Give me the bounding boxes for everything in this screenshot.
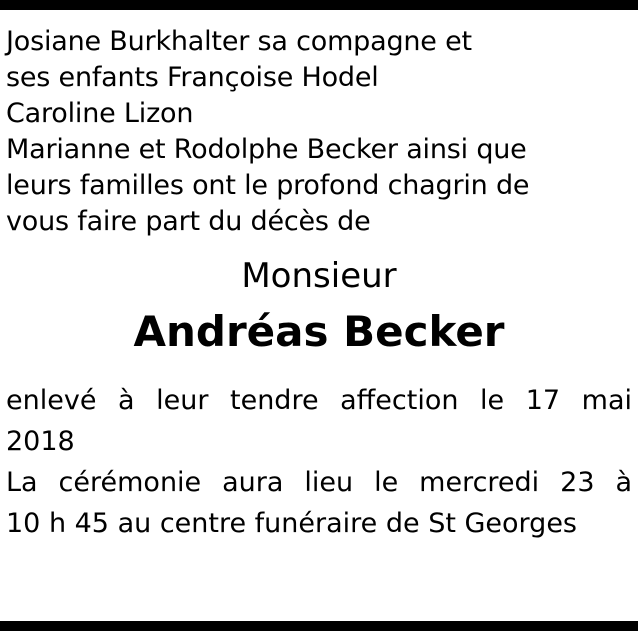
body-line-justified	[6, 380, 632, 421]
body-word: le	[480, 385, 505, 416]
deceased-name: Andréas Becker	[133, 307, 505, 356]
body-word: leur	[156, 385, 209, 416]
ceremony-details	[6, 380, 632, 544]
body-line: 10 h 45 au centre funéraire de St Georges	[6, 508, 577, 539]
body-word: lieu	[304, 467, 354, 498]
body-word: La	[6, 467, 38, 498]
body-word: mercredi	[419, 467, 540, 498]
body-word: mai	[581, 385, 632, 416]
intro-line: Caroline Lizon	[6, 98, 194, 129]
body-line: 2018	[6, 426, 75, 457]
intro-line: leurs familles ont le profond chagrin de	[6, 170, 530, 201]
intro-line: Marianne et Rodolphe Becker ainsi que	[6, 134, 527, 165]
body-word: tendre	[230, 385, 319, 416]
body-word: aura	[222, 467, 284, 498]
body-word: le	[374, 467, 399, 498]
body-line-justified	[6, 462, 632, 503]
body-word: à	[118, 385, 135, 416]
body-word: affection	[340, 385, 459, 416]
intro-paragraph	[6, 24, 632, 240]
body-word: 23	[560, 467, 595, 498]
intro-line: Josiane Burkhalter sa compagne et	[6, 26, 472, 57]
body-word: 17	[525, 385, 561, 416]
body-word: à	[615, 467, 632, 498]
honorific-title: Monsieur	[241, 256, 397, 296]
intro-line: vous faire part du décès de	[6, 206, 371, 237]
body-word: enlevé	[6, 385, 97, 416]
body-word: cérémonie	[58, 467, 202, 498]
intro-line: ses enfants Françoise Hodel	[6, 62, 379, 93]
